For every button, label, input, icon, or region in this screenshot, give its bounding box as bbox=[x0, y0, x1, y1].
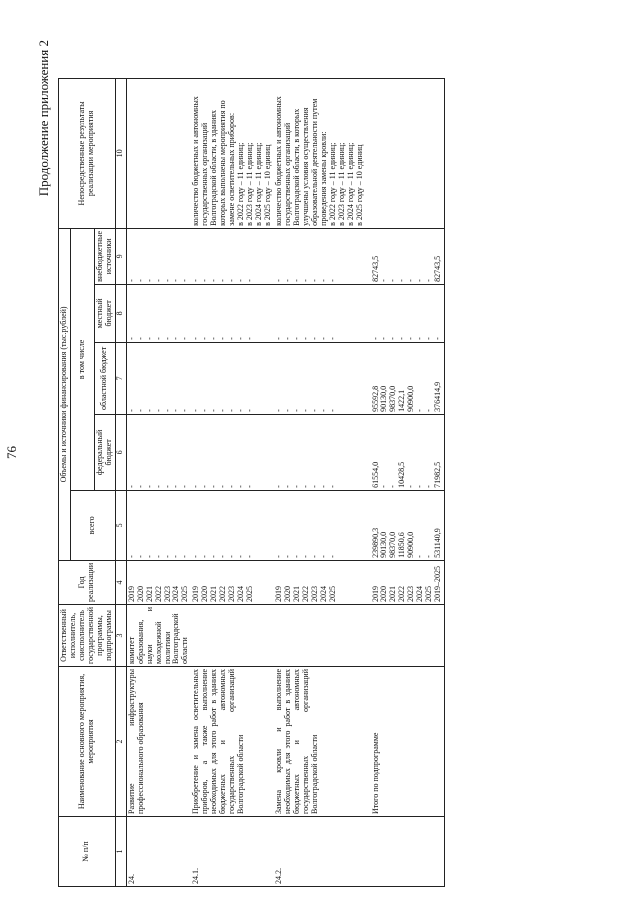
header-local: местный бюджет bbox=[94, 284, 115, 342]
row-extra: - - - - - - - bbox=[274, 228, 366, 284]
row-name: Развитие инфраструктуры профессионального образования bbox=[126, 667, 191, 817]
row-federal: - - - - - - - bbox=[126, 414, 191, 490]
row-extra: - - - - - - - bbox=[191, 228, 274, 284]
header-no: № п/п bbox=[59, 817, 116, 887]
row-name: Замена кровли и выполнение необходимых для этого работ в зданиях бюджетных и автономных государственных организаций Волгоградской области bbox=[274, 667, 366, 817]
row-number: 24.2. bbox=[274, 817, 366, 887]
header-total: всего bbox=[70, 490, 115, 560]
col-number: 7 bbox=[115, 342, 126, 414]
total-federal: 61554,0 - - 10428,5 - - - 71982,5 bbox=[366, 414, 445, 490]
col-number: 10 bbox=[115, 78, 126, 228]
table-row bbox=[274, 78, 366, 886]
header-incl: в том числе bbox=[70, 228, 94, 490]
col-number: 1 bbox=[115, 817, 126, 887]
page-number: 76 bbox=[4, 446, 19, 459]
row-result: количество бюджетных и автономных государственных организаций Волгоградской области, в которых улучшены условия осуществления образовательной деятельности путем проведения замены кровли: в 2022 году – 11 единиц; в 2023 году – 11 единиц; в 2024 году – 11 единиц; в 2025 году – 10 единиц bbox=[274, 78, 366, 228]
row-years: 2019 2020 2021 2022 2023 2024 2025 bbox=[126, 560, 191, 604]
total-executor-blank bbox=[366, 604, 445, 666]
row-years: 2019 2020 2021 2022 2023 2024 2025 bbox=[191, 560, 274, 604]
header-extra: внебюджетные источники bbox=[94, 228, 115, 284]
total-row-blank bbox=[366, 817, 445, 887]
row-federal: - - - - - - - bbox=[274, 414, 366, 490]
row-local: - - - - - - - bbox=[126, 284, 191, 342]
row-executor bbox=[274, 604, 366, 666]
header-regional: областной бюджет bbox=[94, 342, 115, 414]
row-regional: - - - - - - - bbox=[191, 342, 274, 414]
row-total: - - - - - - - bbox=[191, 490, 274, 560]
row-result: количество бюджетных и автономных государственных организаций Волгоградской области, в зданиях которых выполнены мероприятия по замене осветительных приборов: в 2022 году – 11 единиц; в 2023 году – 11 единиц; в 2024 году – 11 единиц; в 2025 году – 10 единиц bbox=[191, 78, 274, 228]
col-number: 3 bbox=[115, 604, 126, 666]
total-label: Итого по подпрограмме bbox=[366, 667, 445, 817]
row-years: 2019 2020 2021 2022 2023 2024 2025 bbox=[274, 560, 366, 604]
table-row bbox=[191, 78, 274, 886]
total-total: 239890,3 90130,0 98370,0 11850,6 90900,0 - - 531140,9 bbox=[366, 490, 445, 560]
row-federal: - - - - - - - bbox=[191, 414, 274, 490]
row-number: 24.1. bbox=[191, 817, 274, 887]
total-row bbox=[366, 78, 445, 886]
row-regional: - - - - - - - bbox=[274, 342, 366, 414]
col-number: 4 bbox=[115, 560, 126, 604]
header-year: Год реализации bbox=[59, 560, 116, 604]
header-executor: Ответственный исполнитель, соисполнитель государственной программы, подпрограммы bbox=[59, 604, 116, 666]
total-result-blank bbox=[366, 78, 445, 228]
row-executor: комитет образования, науки и молодежной политики Волгоградской области bbox=[126, 604, 191, 666]
row-total: - - - - - - - bbox=[126, 490, 191, 560]
row-result bbox=[126, 78, 191, 228]
total-local: - - - - - - - - bbox=[366, 284, 445, 342]
row-name: Приобретение и замена осветительных приборов, а также выполнение необходимых для этого работ в зданиях бюджетных и автономных государственных организаций Волгоградской области bbox=[191, 667, 274, 817]
row-executor bbox=[191, 604, 274, 666]
col-number: 6 bbox=[115, 414, 126, 490]
col-number: 8 bbox=[115, 284, 126, 342]
header-results: Непосредственные результаты реализации мероприятия bbox=[59, 78, 116, 228]
row-extra: - - - - - - - bbox=[126, 228, 191, 284]
col-number: 2 bbox=[115, 667, 126, 817]
total-extra: 82743,5 - - - - - - 82743,5 bbox=[366, 228, 445, 284]
row-regional: - - - - - - - bbox=[126, 342, 191, 414]
total-years: 2019 2020 2021 2022 2023 2024 2025 2019–2025 bbox=[366, 560, 445, 604]
program-table bbox=[58, 78, 445, 887]
header-federal: федеральный бюджет bbox=[94, 414, 115, 490]
row-total: - - - - - - - bbox=[274, 490, 366, 560]
total-regional: 95592,8 90130,0 98370,0 1422,1 90900,0 - - 376414,9 bbox=[366, 342, 445, 414]
header-name: Наименование основного мероприятия, мероприятия bbox=[59, 667, 116, 817]
col-number: 9 bbox=[115, 228, 126, 284]
col-number: 5 bbox=[115, 490, 126, 560]
row-number: 24. bbox=[126, 817, 191, 887]
row-local: - - - - - - - bbox=[191, 284, 274, 342]
header-funding: Объемы и источники финансирования (тыс.рублей) bbox=[59, 228, 71, 560]
row-local: - - - - - - - bbox=[274, 284, 366, 342]
table-row bbox=[126, 78, 191, 886]
appendix-title: Продолжение приложения 2 bbox=[36, 40, 51, 197]
